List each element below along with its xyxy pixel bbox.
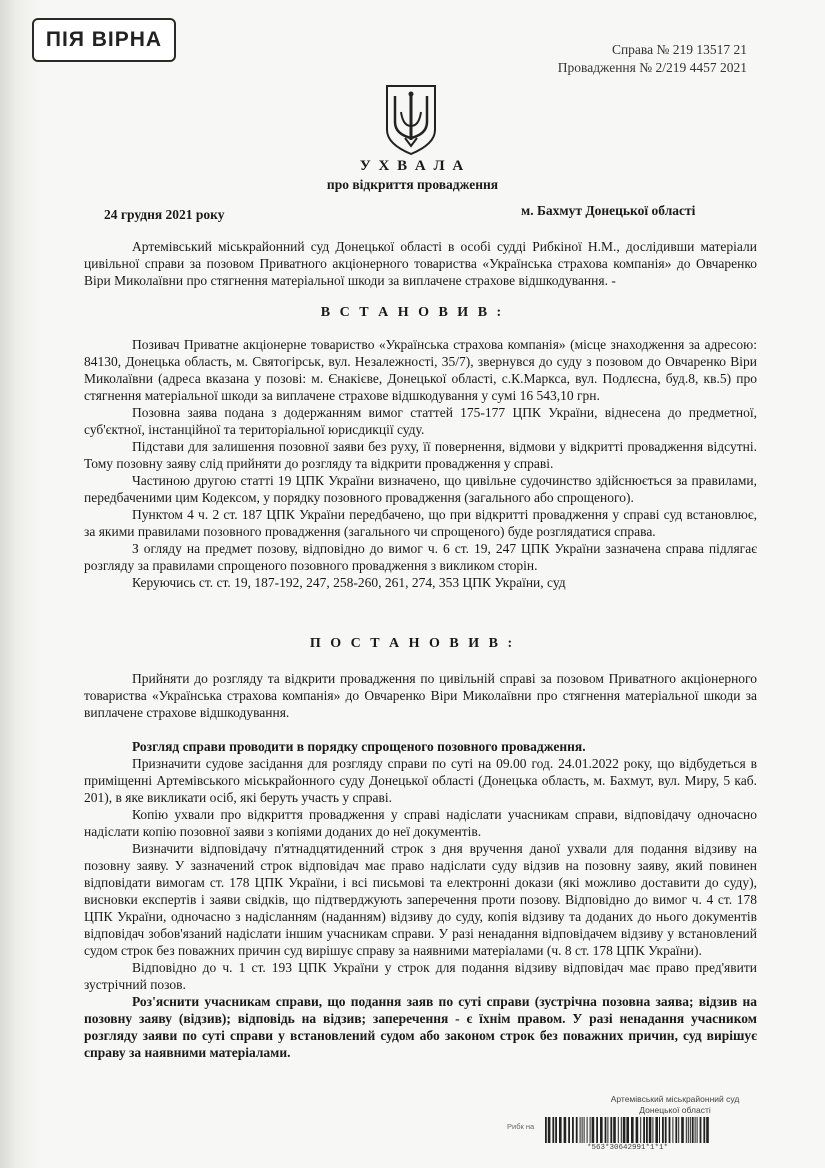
copy-stamp: ПІЯ ВІРНА bbox=[32, 18, 176, 62]
scan-edge-shadow bbox=[0, 0, 40, 1168]
established-paragraph: Пунктом 4 ч. 2 ст. 187 ЦПК України передбачено, що при відкритті провадження у справі суд встановлює, за якими правилами позовного провадження (загального чи спрощеного) буде розглядатися справа. bbox=[84, 507, 757, 539]
established-paragraph: Частиною другою статті 19 ЦПК України визначено, що цивільне судочинство здійснюється за правилами, передбаченими цим Кодексом, у порядку позовного провадження (загального або спрощеного). bbox=[84, 473, 757, 505]
document-place: м. Бахмут Донецької області bbox=[521, 203, 696, 218]
order-paragraph: Розгляд справи проводити в порядку спрощеного позовного провадження. bbox=[132, 739, 586, 754]
order-paragraph: Визначити відповідачу п'ятнадцятиденний строк з дня вручення даної ухвали для подання відзиву на позовну заяву. У зазначений строк відповідач має право надіслати суду відзив на позовну заяву, який повинен відповідати вимогам ст. 178 ЦПК України, і всі письмові та електронні докази (які можливо доставити до суду), висновки експертів і заяви свідків, що підтверджують заперечення проти позову. Відповідно до вимог ч. 4 ст. 178 ЦПК України, одночасно з надісланням (наданням) відзиву до суду, копія відзиву та доданих до нього документів відповідач зобов'язаний надіслати іншим учасникам справи. У разі ненадання відповідачем відзиву у встановлений судом строк без поважних причин суд вирішує справу за наявними матеріалами (ч. 8 ст. 178 ЦПК України). bbox=[84, 841, 757, 958]
resolved-paragraph: Прийняти до розгляду та відкрити провадження по цивільній справі за позовом Приватного акціонерного товариства «Українська страхова компанія» до Овчаренко Віри Миколаївни про стягнення матеріальної шкоди за виплачене страхове відшкодування. bbox=[84, 671, 757, 720]
established-paragraph: З огляду на предмет позову, відповідно до вимог ч. 6 ст. 19, 247 ЦПК України зазначена справа підлягає розгляду за правилами спрощеного позовного провадження з викликом сторін. bbox=[84, 541, 757, 573]
proceeding-number: Провадження № 2/219 4457 2021 bbox=[557, 60, 747, 75]
barcode-number: *563*30642991*1*1* bbox=[586, 1144, 668, 1152]
document-date: 24 грудня 2021 року bbox=[104, 207, 225, 222]
established-paragraph: Керуючись ст. ст. 19, 187-192, 247, 258-260, 261, 274, 353 ЦПК України, суд bbox=[132, 575, 566, 590]
order-paragraph: Відповідно до ч. 1 ст. 193 ЦПК України у строк для подання відзиву відповідач має право пред'явити зустрічний позов. bbox=[84, 960, 757, 992]
barcode-icon bbox=[545, 1117, 710, 1143]
footer-court-line2: Донецької області bbox=[639, 1105, 711, 1115]
barcode-label: Рибк на bbox=[507, 1122, 535, 1131]
established-section bbox=[84, 336, 757, 591]
footer-court-line1: Артемівський міськрайонний суд bbox=[610, 1094, 740, 1104]
established-paragraph: Позивач Приватне акціонерне товариство «Українська страхова компанія» (місце знаходження за адресою: 84130, Донецька область, м. Святогірськ, вул. Незалежності, 35/7), звернувся до суду з позовом до Овчаренко Віри Миколаївни (адреса вказана у позові: м. Єнакієве, Донецької області, с.К.Маркса, вул. Подлєсна, буд.8, кв.5) про стягнення матеріальної шкоди за виплачене страхове відшкодування у сумі 16 543,10 грн. bbox=[84, 337, 757, 403]
case-number: Справа № 219 13517 21 bbox=[611, 42, 747, 57]
document-subtitle: про відкриття провадження bbox=[326, 177, 499, 192]
established-paragraph: Позовна заява подана з додержанням вимог статтей 175-177 ЦПК України, віднесена до предметної, суб'єктної, інстанційної та територіальної юрисдикції суду. bbox=[84, 405, 757, 437]
orders-section bbox=[84, 738, 757, 1061]
intro-paragraph: Артемівський міськрайонний суд Донецької області в особі судді Рибкіної Н.М., дослідивши матеріали цивільної справи за позовом Приватного акціонерного товариства «Українська страхова компанія» до Овчаренко Віри Миколаївни про стягнення матеріальної шкоди за виплачене страхове відшкодування. - bbox=[84, 239, 757, 288]
heading-established: В С Т А Н О В И В : bbox=[320, 305, 505, 320]
established-paragraph: Підстави для залишення позовної заяви без руху, її повернення, відмови у відкритті провадження відсутні. Тому позовну заяву слід прийняти до розгляду та відкрити провадження у справі. bbox=[84, 439, 757, 471]
order-paragraph: Роз'яснити учасникам справи, що подання заяв по суті справи (зустрічна позовна заява; відзив на позовну заяву (відзив); відповідь на відзив; заперечення - є їхнім правом. У разі ненадання учасником розгляду заяви по суті справи у встановлений судом або законом строк без поважних причин, суд вирішує справу за наявними матеріалами. bbox=[84, 994, 757, 1060]
heading-resolved: П О С Т А Н О В И В : bbox=[309, 636, 516, 651]
order-paragraph: Призначити судове засідання для розгляду справи по суті на 09.00 год. 24.01.2022 року, що відбудеться в приміщенні Артемівського міськрайонного суду Донецької області (Донецька область, м. Бахмут, вул. Миру, 5 каб. 201), в яке викликати осіб, які беруть участь у справі. bbox=[84, 756, 757, 805]
order-paragraph: Копію ухвали про відкриття провадження у справі надіслати учасникам справи, відповідачу одночасно надіслати копію позовної заяви з копіями доданих до неї документів. bbox=[84, 807, 757, 839]
document-title: У Х В А Л А bbox=[359, 158, 466, 174]
trident-emblem-icon bbox=[383, 82, 439, 156]
